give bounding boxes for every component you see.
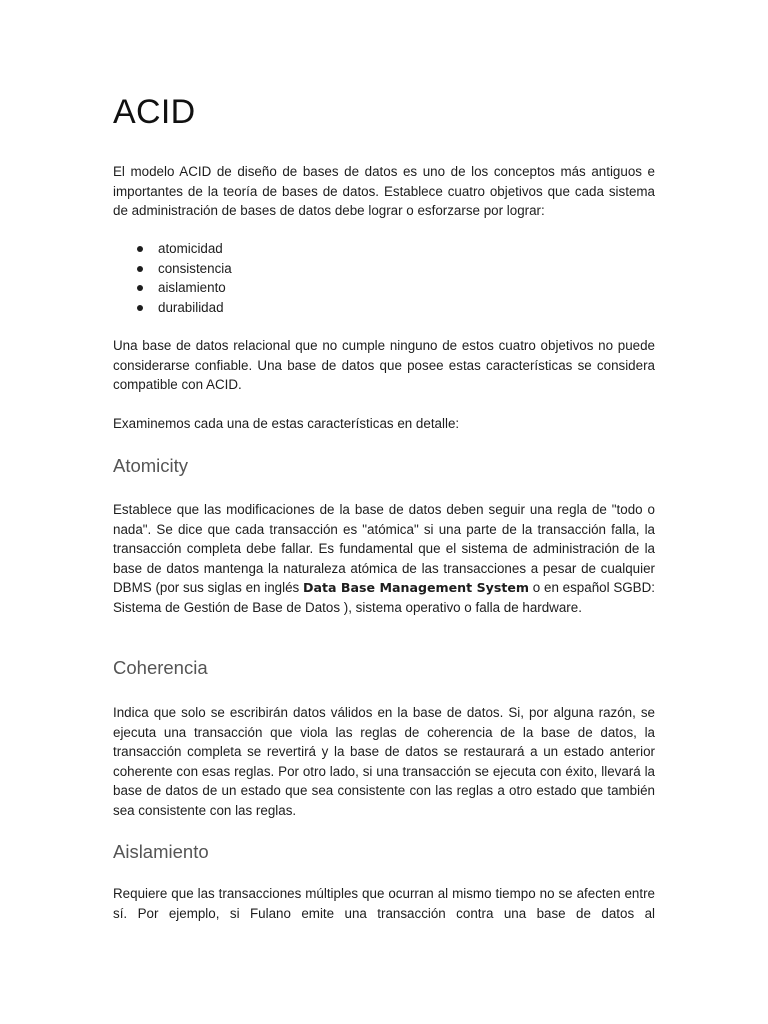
- page-title: ACID: [113, 93, 196, 131]
- bullet-icon: [137, 305, 143, 311]
- section-heading-atomicity: Atomicity: [113, 455, 189, 476]
- bullet-icon: [137, 246, 143, 252]
- bullet-icon: [137, 285, 143, 291]
- list-item: durabilidad: [113, 298, 232, 318]
- dbms-term: Data Base Management System: [303, 580, 530, 595]
- acid-properties-list: [113, 239, 232, 317]
- reliability-paragraph: Una base de datos relacional que no cumple ninguno de estos cuatro objetivos no puede considerarse confiable. Una base de datos que posee estas características se considera compatible con ACID.: [113, 338, 655, 392]
- section-heading-coherence: Coherencia: [113, 657, 208, 678]
- coherence-paragraph: Indica que solo se escribirán datos válidos en la base de datos. Si, por alguna razón, se ejecuta una transacción que viola las reglas de coherencia de la base de datos, la transacción completa se revertirá y la base de datos se restaurará a un estado anterior coherente con esas reglas. Por otro lado, si una transacción se ejecuta con éxito, llevará la base de datos de un estado que sea consistente con las reglas a otro estado que también sea consistente con las reglas.: [113, 705, 655, 818]
- list-item: atomicidad: [113, 239, 232, 259]
- list-item: consistencia: [113, 259, 232, 279]
- examine-paragraph: Examinemos cada una de estas características en detalle:: [113, 416, 460, 431]
- bullet-icon: [137, 266, 143, 272]
- atomicity-paragraph: Establece que las modificaciones de la base de datos deben seguir una regla de "todo o nada". Se dice que cada transacción es "atómica" si una parte de la transacción falla, la transacción completa debe fallar. Es fundamental que el sistema de administración de la base de datos mantenga la naturaleza atómica de las transacciones a pesar de cualquier DBMS (por sus siglas en inglés Data Base Management System o en español SGBD: Sistema de Gestión de Base de Datos ), sistema operativo o falla de hardware.: [113, 502, 655, 615]
- list-item: aislamiento: [113, 278, 232, 298]
- intro-paragraph: El modelo ACID de diseño de bases de datos es uno de los conceptos más antiguos e importantes de la teoría de bases de datos. Establece cuatro objetivos que cada sistema de administración de bases de datos debe lograr o esforzarse por lograr:: [113, 164, 655, 218]
- isolation-paragraph: Requiere que las transacciones múltiples que ocurran al mismo tiempo no se afecten entre sí. Por ejemplo, si Fulano emite una transacción contra una base de datos al: [113, 886, 655, 921]
- section-heading-isolation: Aislamiento: [113, 841, 209, 862]
